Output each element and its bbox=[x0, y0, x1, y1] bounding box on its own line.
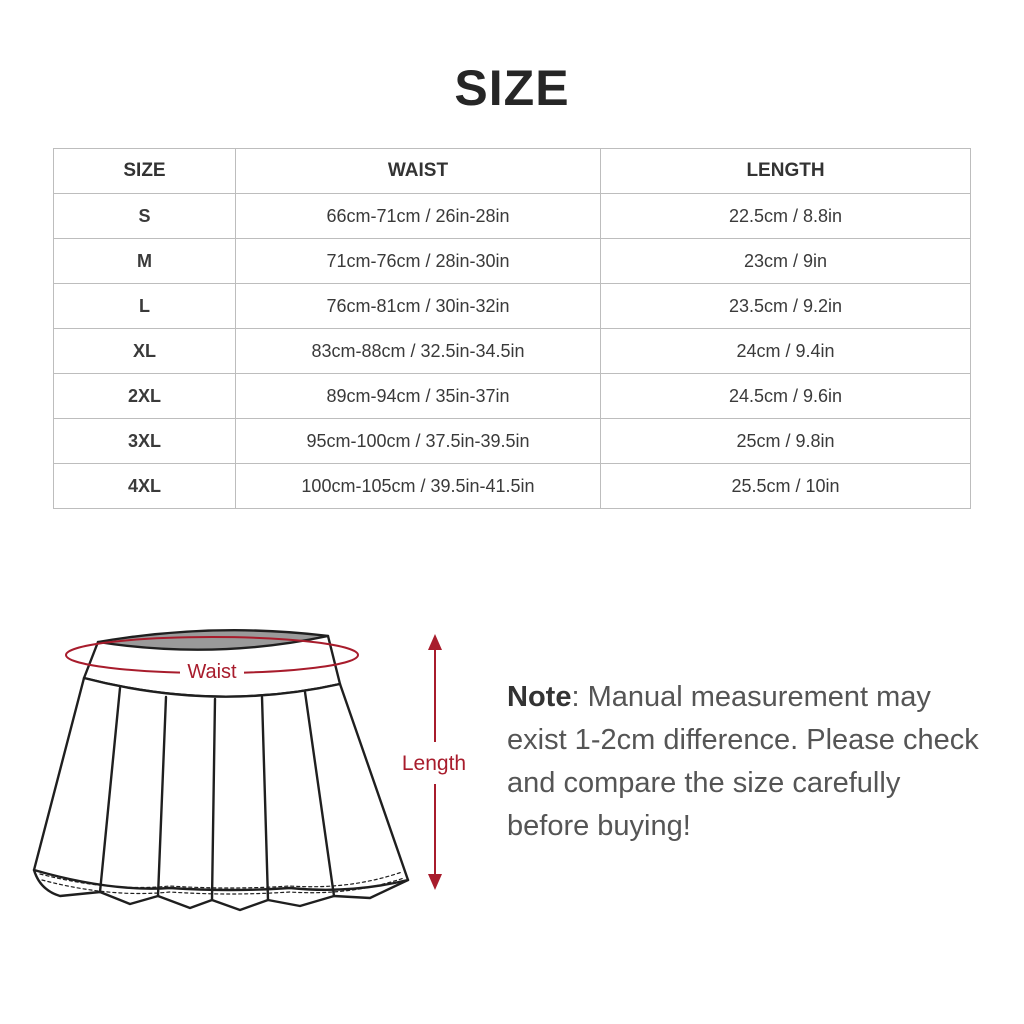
size-cell: S bbox=[54, 194, 236, 239]
note-text: : Manual measurement may exist 1-2cm difference. Please check and compare the size carefully before buying! bbox=[507, 681, 979, 842]
length-cell: 23cm / 9in bbox=[601, 239, 971, 284]
size-cell: L bbox=[54, 284, 236, 329]
size-cell: 4XL bbox=[54, 464, 236, 509]
measurement-note bbox=[507, 676, 987, 848]
waist-cell: 71cm-76cm / 28in-30in bbox=[236, 239, 601, 284]
length-cell: 22.5cm / 8.8in bbox=[601, 194, 971, 239]
skirt-diagram bbox=[0, 600, 500, 930]
size-cell: M bbox=[54, 239, 236, 284]
size-cell: 3XL bbox=[54, 419, 236, 464]
table-row bbox=[54, 374, 971, 419]
size-chart-table bbox=[53, 148, 971, 509]
waist-cell: 95cm-100cm / 37.5in-39.5in bbox=[236, 419, 601, 464]
header-waist: WAIST bbox=[236, 149, 601, 194]
table-row bbox=[54, 419, 971, 464]
table-row bbox=[54, 194, 971, 239]
table-row bbox=[54, 464, 971, 509]
waist-cell: 76cm-81cm / 30in-32in bbox=[236, 284, 601, 329]
size-cell: XL bbox=[54, 329, 236, 374]
table-row bbox=[54, 284, 971, 329]
length-cell: 23.5cm / 9.2in bbox=[601, 284, 971, 329]
size-cell: 2XL bbox=[54, 374, 236, 419]
table-row bbox=[54, 329, 971, 374]
header-length: LENGTH bbox=[601, 149, 971, 194]
length-cell: 25cm / 9.8in bbox=[601, 419, 971, 464]
waist-label: Waist bbox=[187, 661, 237, 683]
note-label: Note bbox=[507, 681, 572, 713]
header-size: SIZE bbox=[54, 149, 236, 194]
table-row bbox=[54, 239, 971, 284]
length-cell: 24.5cm / 9.6in bbox=[601, 374, 971, 419]
length-cell: 24cm / 9.4in bbox=[601, 329, 971, 374]
table-header-row bbox=[54, 149, 971, 194]
waist-cell: 100cm-105cm / 39.5in-41.5in bbox=[236, 464, 601, 509]
waist-cell: 89cm-94cm / 35in-37in bbox=[236, 374, 601, 419]
length-label: Length bbox=[401, 752, 467, 775]
waist-cell: 66cm-71cm / 26in-28in bbox=[236, 194, 601, 239]
waist-cell: 83cm-88cm / 32.5in-34.5in bbox=[236, 329, 601, 374]
length-cell: 25.5cm / 10in bbox=[601, 464, 971, 509]
page-title: SIZE bbox=[454, 60, 570, 116]
